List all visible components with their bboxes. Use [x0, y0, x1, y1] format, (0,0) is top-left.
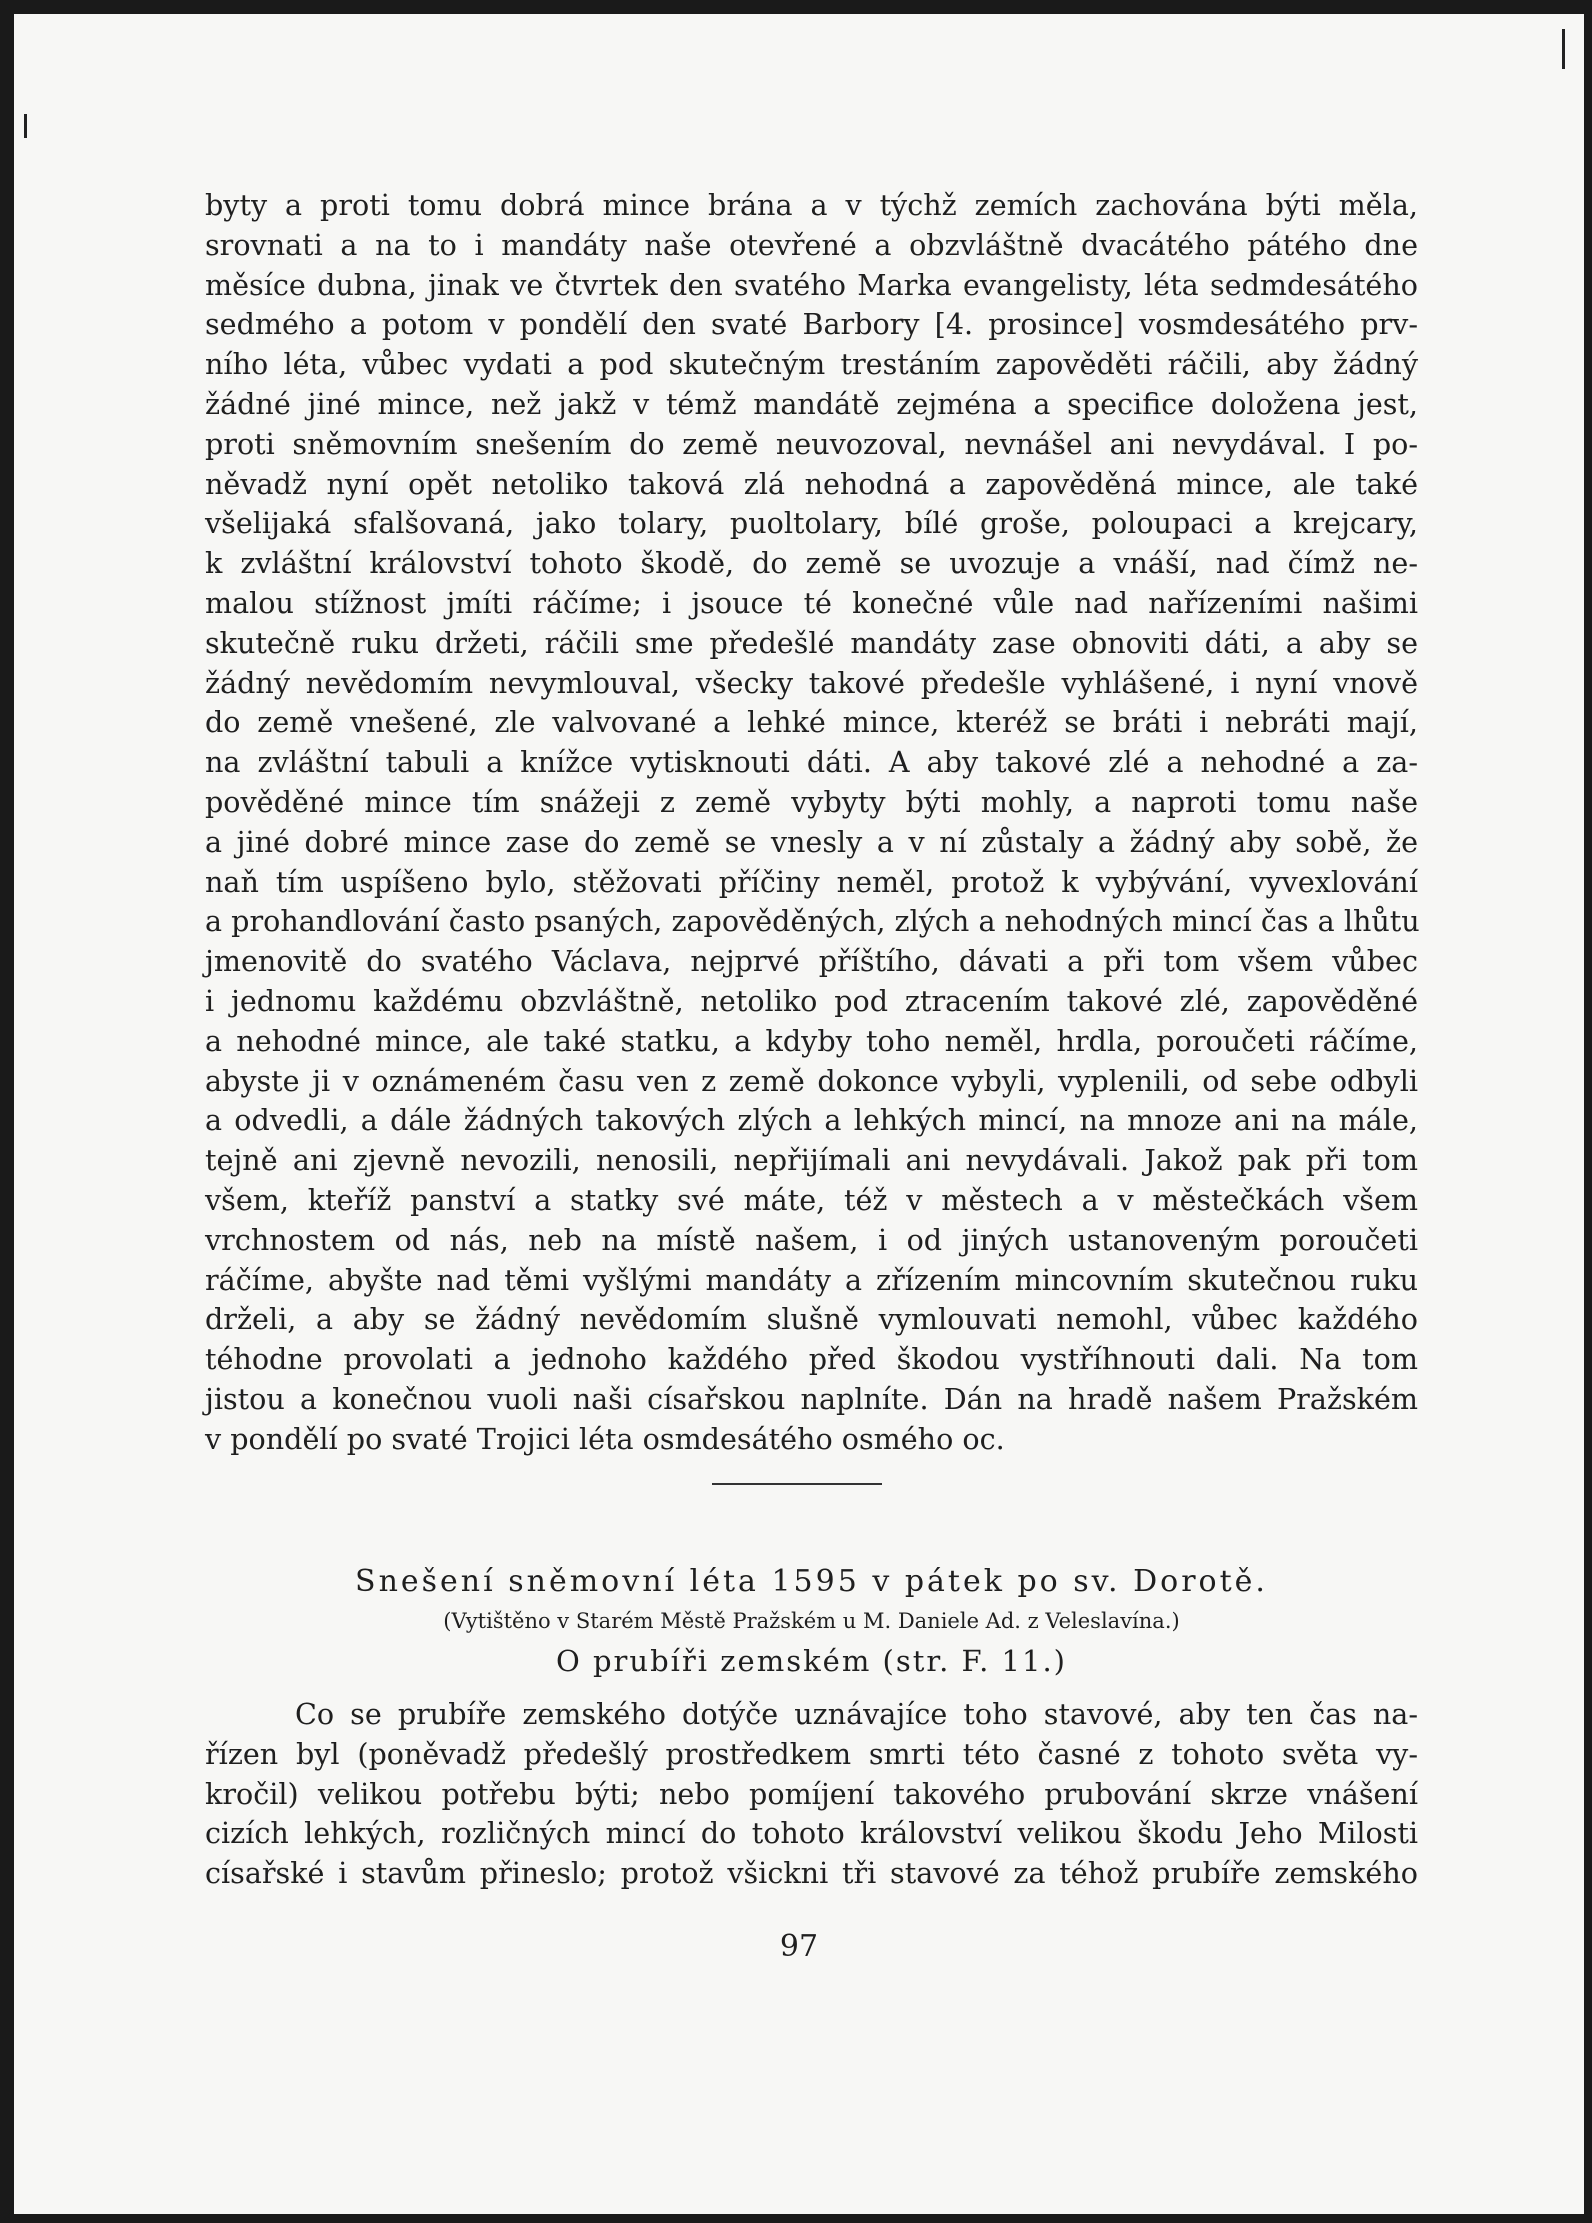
body-text — [205, 186, 1418, 1460]
text-line: všem, kteříž panství a statky své máte, též v městech a v městečkách všem — [205, 1182, 1418, 1217]
text-line: jistou a konečnou vuoli naši císařskou naplníte. Dán na hradě našem Pražském — [205, 1381, 1418, 1416]
text-line: proti sněmovním snešením do země neuvozoval, nevnášel ani nevydával. I po- — [205, 426, 1418, 461]
text-line: pověděné mince tím snážeji z země vybyty býti mohly, a naproti tomu naše — [205, 784, 1418, 819]
text-line: tejně ani zjevně nevozili, nenosili, nepřijímali ani nevydávali. Jakož pak při tom — [205, 1143, 1418, 1178]
text-line: a odvedli, a dále žádných takových zlých a lehkých mincí, na mnoze ani na mále, — [205, 1103, 1418, 1138]
text-line: skutečně ruku držeti, ráčili sme předešlé mandáty zase obnoviti dáti, a aby se — [205, 625, 1418, 660]
text-line: něvadž nyní opět netoliko taková zlá nehodná a zapověděná mince, ale také — [205, 466, 1418, 501]
section-title: Snešení sněmovní léta 1595 v pátek po sv. Dorotě. — [355, 1564, 1268, 1599]
document-page — [14, 14, 1584, 2214]
text-line: cizích lehkých, rozličných mincí do tohoto království velikou škodu Jeho Milosti — [205, 1816, 1418, 1851]
section-text — [205, 1695, 1418, 1894]
text-line: jmenovitě do svatého Václava, nejprvé příštího, dávati a při tom všem vůbec — [205, 944, 1418, 979]
text-line: a prohandlování často psaných, zapověděných, zlých a nehodných mincí čas a lhůtu — [205, 904, 1420, 939]
text-line: žádné jiné mince, než jakž v témž mandátě zejména a specifice doložena jest, — [205, 386, 1418, 421]
section-subtitle: (Vytištěno v Starém Městě Pražském u M. Daniele Ad. z Veleslavína.) — [443, 1609, 1180, 1633]
text-line: žádný nevědomím nevymlouval, všecky takové předešle vyhlášené, i nyní vnově — [205, 665, 1418, 700]
text-line: drželi, a aby se žádný nevědomím slušně vymlouvati nemohl, vůbec každého — [205, 1302, 1418, 1337]
text-line: měsíce dubna, jinak ve čtvrtek den svatého Marka evangelisty, léta sedmdesátého — [205, 267, 1418, 302]
text-line: vrchnostem od nás, neb na místě našem, i od jiných ustanoveným poroučeti — [205, 1222, 1418, 1257]
text-line: byty a proti tomu dobrá mince brána a v týchž zemích zachována býti měla, — [205, 188, 1418, 222]
text-line: Co se prubíře zemského dotýče uznávajíce toho stavové, aby ten čas na- — [295, 1697, 1418, 1731]
scan-mark-right — [1562, 29, 1565, 69]
text-line: kročil) velikou potřebu býti; nebo pomíjení takového prubování skrze vnášení — [205, 1776, 1418, 1811]
text-line: i jednomu každému obzvláštně, netoliko pod ztracením takové zlé, zapověděné — [205, 983, 1418, 1018]
text-line: ráčíme, abyšte nad těmi vyšlými mandáty a zřízením mincovním skutečnou ruku — [205, 1262, 1418, 1297]
text-line: na zvláštní tabuli a knížce vytisknouti dáti. A aby takové zlé a nehodné a za- — [205, 745, 1418, 780]
text-line: a jiné dobré mince zase do země se vnesly a v ní zůstaly a žádný aby sobě, že — [205, 824, 1418, 859]
text-line: k zvláštní království tohoto škodě, do země se uvozuje a vnáší, nad čímž ne- — [205, 546, 1418, 581]
text-line: všelijaká sfalšovaná, jako tolary, puoltolary, bílé groše, poloupaci a krejcary, — [205, 506, 1418, 541]
scan-mark-left — [24, 114, 27, 138]
text-line: sedmého a potom v pondělí den svaté Barbory [4. prosince] vosmdesátého prv- — [205, 307, 1418, 342]
section-heading: O prubíři zemském (str. F. 11.) — [555, 1644, 1067, 1678]
text-line: císařské i stavům přineslo; protož všickni tři stavové za téhož prubíře zemského — [205, 1856, 1418, 1891]
text-line: abyste ji v oznámeném času ven z země dokonce vybyli, vyplenili, od sebe odbyli — [205, 1063, 1418, 1098]
text-line: téhodne provolati a jednoho každého před škodou vystříhnouti dali. Na tom — [205, 1342, 1418, 1377]
text-line: do země vnešené, zle valvované a lehké mince, kteréž se bráti i nebráti mají, — [205, 705, 1418, 740]
text-line: řízen byl (poněvadž předešlý prostředkem smrti této časné z tohoto světa vy- — [205, 1736, 1418, 1771]
section-divider — [712, 1483, 882, 1485]
page-number: 97 — [779, 1929, 819, 1964]
text-line: a nehodné mince, ale také statku, a kdyby toho neměl, hrdla, poroučeti ráčíme, — [205, 1023, 1418, 1058]
text-line: v pondělí po svaté Trojici léta osmdesátého osmého oc. — [205, 1421, 1005, 1456]
text-line: srovnati a na to i mandáty naše otevřené a obzvláštně dvacátého pátého dne — [205, 227, 1418, 262]
text-line: ního léta, vůbec vydati a pod skutečným trestáním zapověděti ráčili, aby žádný — [205, 347, 1418, 382]
text-line: malou stížnost jmíti ráčíme; i jsouce té konečné vůle nad nařízeními našimi — [205, 585, 1418, 620]
text-line: naň tím uspíšeno bylo, stěžovati příčiny neměl, protož k vybývání, vyvexlování — [205, 864, 1418, 899]
